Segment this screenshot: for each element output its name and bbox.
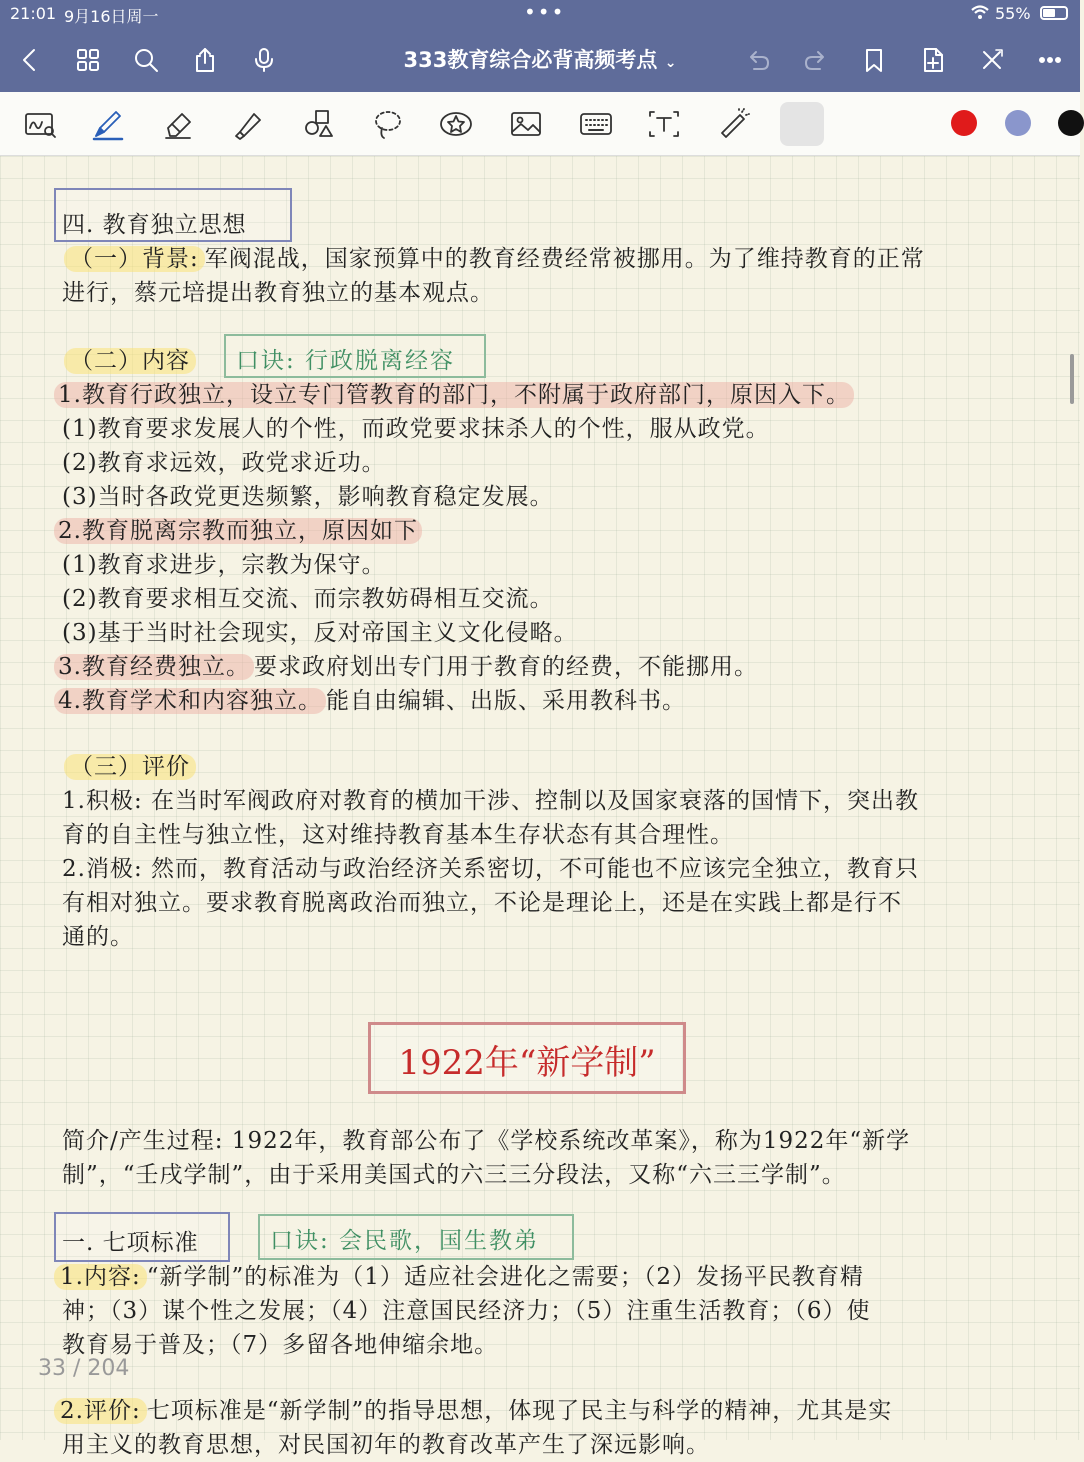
- content-point4-text: 能自由编辑、出版、采用教科书。: [325, 688, 686, 714]
- evaluation1-line1: 1.积极: 在当时军阀政府对教育的横加干涉、控制以及国家衰落的国情下，突出教: [62, 788, 920, 814]
- mnemonic1: 口诀: 行政脱离经容: [236, 348, 456, 374]
- content-point1c: (3)当时各政党更迭频繁，影响教育稳定发展。: [62, 484, 554, 510]
- thin-stroke-option[interactable]: [780, 102, 824, 146]
- share-icon[interactable]: [187, 42, 223, 78]
- content-point2c: (3)基于当时社会现实，反对帝国主义文化侵略。: [62, 620, 578, 646]
- wifi-icon: [970, 4, 990, 24]
- content-point1b: (2)教育求远效，政党求近功。: [62, 450, 386, 476]
- color-swatch-black[interactable]: [1058, 110, 1084, 136]
- sticker-tool-icon[interactable]: [434, 102, 478, 146]
- close-tools-icon[interactable]: [974, 42, 1010, 78]
- highlighter-tool-icon[interactable]: [226, 102, 270, 146]
- background-label: （一）背景:: [64, 246, 205, 272]
- criteria-evaluation-line1: 七项标准是“新学制”的指导思想，体现了民主与科学的精神，尤其是实: [146, 1398, 893, 1424]
- color-swatch-lavender[interactable]: [1005, 110, 1031, 136]
- grid-view-icon[interactable]: [70, 42, 106, 78]
- background-text-line2: 进行，蔡元培提出教育独立的基本观点。: [62, 280, 494, 306]
- text-box-tool-icon[interactable]: [642, 102, 686, 146]
- content-label: （二）内容: [64, 348, 196, 374]
- lasso-tool-icon[interactable]: [366, 102, 410, 146]
- battery-icon: [1040, 6, 1068, 20]
- back-chevron-icon[interactable]: [12, 42, 48, 78]
- status-time: 21:01: [10, 4, 57, 23]
- evaluation2-line3: 通的。: [62, 924, 134, 950]
- page-counter: 33 / 204: [38, 1356, 130, 1381]
- document-title[interactable]: [360, 44, 720, 74]
- evaluation-label: （三）评价: [64, 754, 196, 780]
- evaluation1-line2: 育的自主性与独立性，这对维持教育基本生存状态有其合理性。: [62, 822, 734, 848]
- more-options-icon[interactable]: [1032, 42, 1068, 78]
- criteria-content-line3: 教育易于普及；（7）多留各地伸缩余地。: [62, 1332, 499, 1358]
- handwriting-to-text-icon[interactable]: [18, 102, 62, 146]
- pen-tool-icon[interactable]: [86, 102, 130, 146]
- undo-icon[interactable]: [740, 42, 776, 78]
- battery-percent: 55%: [995, 4, 1031, 23]
- status-date: 9月16日周一: [64, 7, 159, 26]
- content-point2: 2.教育脱离宗教而独立，原因如下: [54, 518, 422, 544]
- bookmark-icon[interactable]: [856, 42, 892, 78]
- add-page-icon[interactable]: [915, 42, 951, 78]
- content-point3-text: 要求政府划出专门用于教育的经费，不能挪用。: [253, 654, 758, 680]
- mnemonic2: 口诀: 会民歌，国生教弟: [270, 1228, 540, 1254]
- content-point3-highlight: 3.教育经费独立。: [54, 654, 254, 680]
- background-text-line1: 军阀混战，国家预算中的教育经费经常被挪用。为了维持教育的正常: [204, 246, 925, 272]
- navigation-bar: [0, 28, 1080, 92]
- note-page[interactable]: [0, 156, 1080, 1458]
- criteria-evaluation-line2: 用主义的教育思想，对民国初年的教育改革产生了深远影响。: [62, 1432, 710, 1458]
- criteria-content-line2: 神；（3）谋个性之发展；（4）注意国民经济力；（5）注重生活教育；（6）使: [62, 1298, 871, 1324]
- content-point2a: (1)教育求进步，宗教为保守。: [62, 552, 386, 578]
- microphone-icon[interactable]: [246, 42, 282, 78]
- evaluation2-line1: 2.消极: 然而，教育活动与政治经济关系密切，不可能也不应该完全独立，教育只: [62, 856, 920, 882]
- content-point2b: (2)教育要求相互交流、而宗教妨碍相互交流。: [62, 586, 554, 612]
- new-school-system-title: 1922年“新学制”: [398, 1043, 656, 1083]
- new-school-system-title-box: [368, 1022, 686, 1094]
- drawing-toolbar: [0, 92, 1080, 156]
- intro-line2: 制”，“壬戌学制”，由于采用美国式的六三三分段法，又称“六三三学制”。: [62, 1162, 846, 1188]
- color-swatch-red[interactable]: [951, 110, 977, 136]
- criteria-content-label: 1.内容:: [54, 1264, 147, 1290]
- eraser-tool-icon[interactable]: [156, 102, 200, 146]
- shapes-tool-icon[interactable]: [296, 102, 340, 146]
- title-dropdown-chevron-icon: ⌄: [664, 55, 677, 71]
- search-icon[interactable]: [128, 42, 164, 78]
- redo-icon[interactable]: [798, 42, 834, 78]
- criteria-evaluation-label: 2.评价:: [54, 1398, 147, 1424]
- section4-heading: 四. 教育独立思想: [62, 212, 247, 238]
- laser-pointer-tool-icon[interactable]: [712, 102, 756, 146]
- status-bar: [0, 0, 1080, 28]
- content-point1: 1.教育行政独立，设立专门管教育的部门，不附属于政府部门，原因入下。: [54, 382, 854, 408]
- content-point1a: (1)教育要求发展人的个性，而政党要求抹杀人的个性，服从政党。: [62, 416, 770, 442]
- document-title-text: 333教育综合必背高频考点: [403, 48, 658, 72]
- multitasking-dots[interactable]: •••: [524, 0, 566, 24]
- content-point4-highlight: 4.教育学术和内容独立。: [54, 688, 326, 714]
- intro-line1: 简介/产生过程: 1922年，教育部公布了《学校系统改革案》，称为1922年“新学: [62, 1128, 911, 1154]
- scrollbar-thumb[interactable]: [1070, 354, 1074, 404]
- image-tool-icon[interactable]: [504, 102, 548, 146]
- criteria-content-line1: “新学制”的标准为（1）适应社会进化之需要；（2）发扬平民教育精: [146, 1264, 864, 1290]
- keyboard-tool-icon[interactable]: [574, 102, 618, 146]
- section1-heading: 一. 七项标准: [62, 1230, 199, 1256]
- evaluation2-line2: 有相对独立。要求教育脱离政治而独立，不论是理论上，还是在实践上都是行不: [62, 890, 902, 916]
